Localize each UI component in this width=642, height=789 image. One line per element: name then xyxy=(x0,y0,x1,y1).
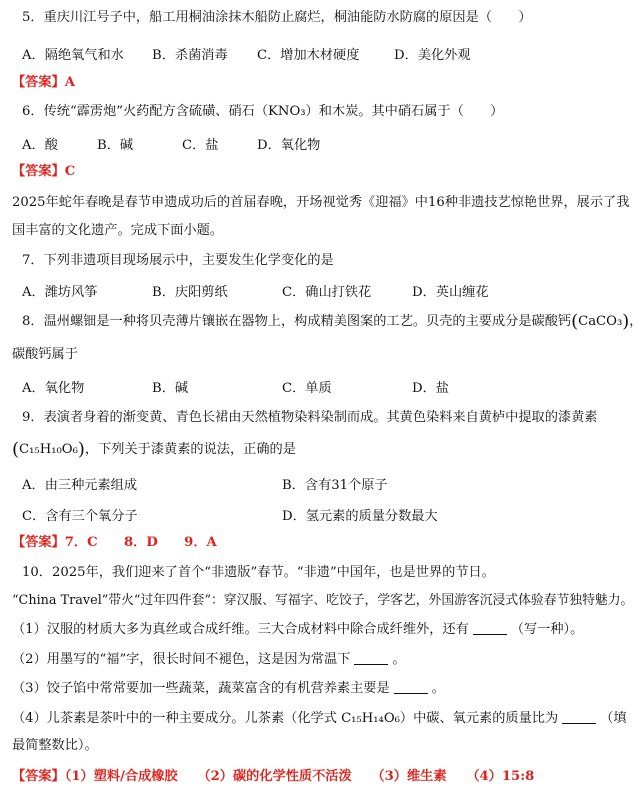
q10-sub-3 xyxy=(12,680,445,698)
q8-stem-text: 8．温州螺钿是一种将贝壳薄片镶嵌在器物上，构成精美图案的工艺。贝壳的主要成分是碳酸钙 xyxy=(22,314,572,329)
q10-sub-3-blank xyxy=(394,681,428,694)
q5-option-a: A．隔绝氧气和水 xyxy=(22,48,124,63)
q10-sub-1-end: （写一种）。 xyxy=(510,622,584,637)
q5-answer: 【答案】A xyxy=(12,75,75,90)
q8-stem: 8．温州螺钿是一种将贝壳薄片镶嵌在器物上，构成精美图案的工艺。贝壳的主要成分是碳酸钙(CaCO₃)， xyxy=(22,311,642,332)
q5-stem: 5．重庆川江号子中，船工用桐油涂抹木船防止腐烂，桐油能防水防腐的原因是（ ） xyxy=(22,10,532,25)
q9-line-2-text: ，下列关于漆黄素的说法，正确的是 xyxy=(84,442,296,457)
q7-option-c: C．确山打铁花 xyxy=(282,285,372,300)
q6-stem: 6．传统“霹雳炮”火药配方含硫磺、硝石（KNO₃）和木炭。其中硝石属于（ ） xyxy=(22,104,504,119)
q8-option-b: B．碱 xyxy=(152,381,189,396)
answers-7-9: 【答案】7．C 8．D 9．A xyxy=(12,535,217,550)
q6-option-c: C．盐 xyxy=(182,138,219,153)
q8-line-2: 碳酸钙属于 xyxy=(12,347,78,362)
q5-option-b: B．杀菌消毒 xyxy=(152,48,228,63)
q6-answer: 【答案】C xyxy=(12,164,76,179)
q6-option-d: D．氧化物 xyxy=(257,138,321,153)
q7-stem: 7．下列非遗项目现场展示中，主要发生化学变化的是 xyxy=(22,253,334,268)
q10-sub-4 xyxy=(12,710,627,728)
q9-option-a: A．由三种元素组成 xyxy=(22,478,138,493)
q6-option-b: B．碱 xyxy=(97,138,134,153)
q10-sub-1-blank xyxy=(473,622,507,635)
q10-sub-3-end: 。 xyxy=(431,681,445,696)
q10-answer: 【答案】（1）塑料/合成橡胶 （2）碳的化学性质不活泼 （3）维生素 （4）15:8 xyxy=(12,769,535,784)
q10-sub-2-blank xyxy=(354,652,388,665)
q9-stem: 9．表演者身着的渐变黄、青色长裙由天然植物染料染制而成。其黄色染料来自黄栌中提取的漆黄素 xyxy=(22,410,598,425)
q10-sub-4-text: （4）儿茶素是茶叶中的一种主要成分。儿茶素（化学式 C₁₅H₁₄O₆）中碳、氧元素的质量比为 xyxy=(12,711,559,726)
q7-option-b: B．庆阳剪纸 xyxy=(152,285,228,300)
q8-formula: CaCO₃ xyxy=(578,314,623,329)
q8-stem-end: ， xyxy=(629,314,642,329)
q9-option-b: B．含有31个原子 xyxy=(282,478,388,493)
q10-sub-4-end: （填 xyxy=(600,711,627,726)
q9-line-2: (C₁₅H₁₀O₆)，下列关于漆黄素的说法，正确的是 xyxy=(12,439,296,460)
q10-sub-2-end: 。 xyxy=(392,652,406,667)
q10-sub-2 xyxy=(12,651,406,669)
intro-line-1: 2025年蛇年春晚是春节申遗成功后的首届春晚，开场视觉秀《迎福》中16种非遗技艺惊艳世界，展示了我 xyxy=(12,195,630,210)
q10-sub-1-text: （1）汉服的材质大多为真丝或合成纤维。三大合成材料中除合成纤维外，还有 xyxy=(12,622,469,637)
q7-option-d: D．英山缠花 xyxy=(412,285,489,300)
q10-sub-2-text: （2）用墨写的“福”字，很长时间不褪色，这是因为常温下 xyxy=(12,652,351,667)
q5-option-d: D．美化外观 xyxy=(394,48,471,63)
q8-option-d: D．盐 xyxy=(412,381,449,396)
q8-option-a: A．氧化物 xyxy=(22,381,85,396)
q8-option-c: C．单质 xyxy=(282,381,332,396)
q10-sub-4-blank xyxy=(562,711,596,724)
q10-sub-4-line-2: 最简整数比）。 xyxy=(12,738,98,753)
q10-sub-1 xyxy=(12,621,583,639)
q10-sub-3-text: （3）饺子馅中常常要加一些蔬菜，蔬菜富含的有机营养素主要是 xyxy=(12,681,390,696)
q6-option-a: A．酸 xyxy=(22,138,58,153)
q5-option-c: C．增加木材硬度 xyxy=(257,48,360,63)
q7-option-a: A．潍坊风筝 xyxy=(22,285,98,300)
intro-line-2: 国丰富的文化遗产。完成下面小题。 xyxy=(12,223,223,238)
q9-formula: C₁₅H₁₀O₆ xyxy=(19,442,78,457)
q9-option-d: D．氢元素的质量分数最大 xyxy=(282,509,438,524)
q10-line-1: 10．2025年，我们迎来了首个“非遗版”春节。“非遗”中国年，也是世界的节日。 xyxy=(22,565,495,580)
q9-option-c: C．含有三个氧分子 xyxy=(22,509,138,524)
q10-line-2: “China Travel”带火“过年四件套”：穿汉服、写福字、吃饺子，学客艺，外国游客沉浸式体验春节独特魅力。 xyxy=(12,593,634,608)
